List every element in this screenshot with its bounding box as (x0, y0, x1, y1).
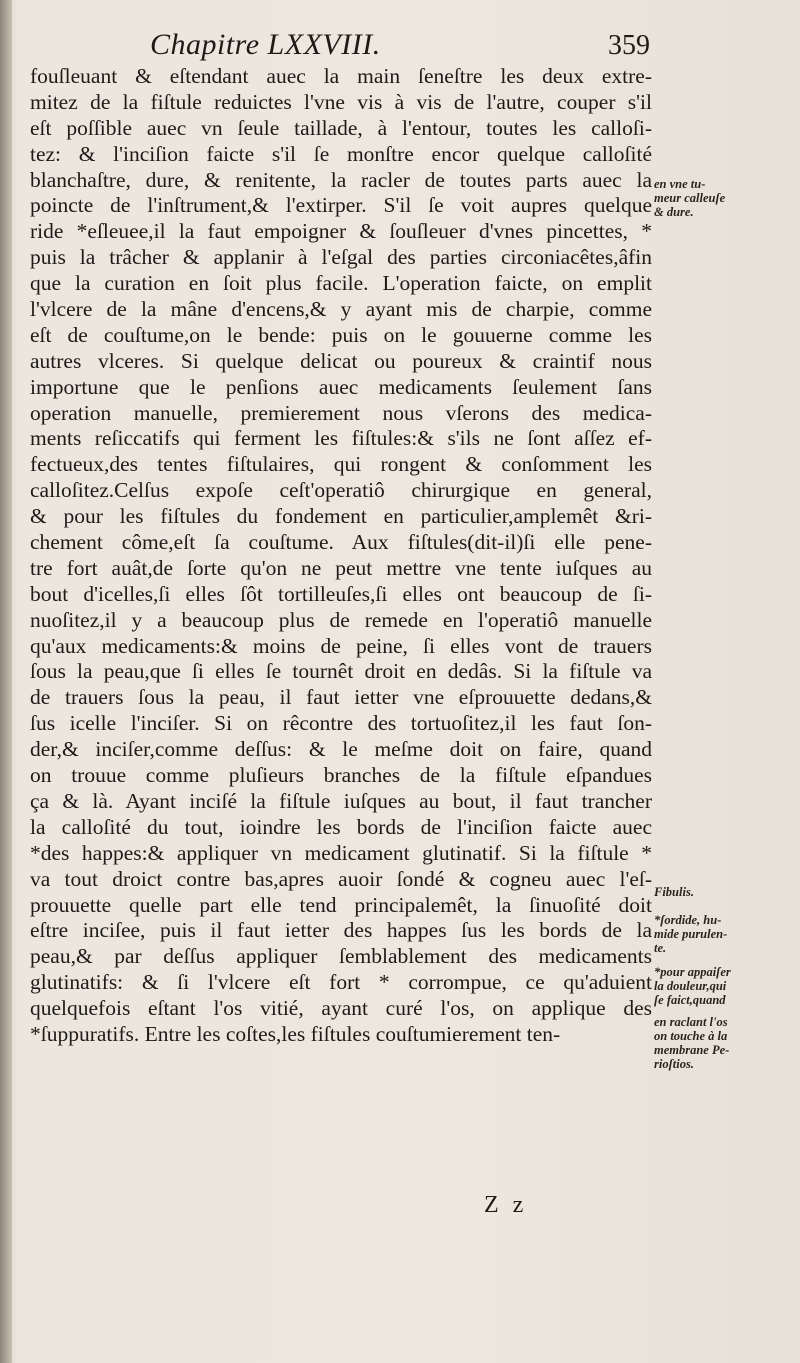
text-line: peau,& par deſſus appliquer ſemblablement des medicaments (30, 944, 652, 969)
text-line: ſus icelle l'inciſer. Si on rêcontre des tortuoſitez,il les faut ſon- (30, 711, 652, 736)
margin-note: *ſordide, hu- (654, 913, 722, 927)
margin-note: la douleur,qui (654, 979, 727, 993)
text-line: *ſuppuratifs. Entre les coſtes,les fiſtules couſtumierement ten- (30, 1021, 561, 1046)
text-line: poincte de l'inſtrument,& l'extirper. S'il ſe voit aupres quelque (30, 193, 652, 218)
margin-note: meur calleuſe (654, 191, 726, 205)
margin-note: membrane Pe- (654, 1043, 730, 1057)
text-line: bout d'icelles,ſi elles ſôt tortilleuſes,ſi elles ont beaucoup de ſi- (30, 581, 652, 606)
running-title: Chapitre LXXVIII. (150, 28, 381, 61)
text-line: nuoſitez,il y a beaucoup plus de remede en l'operatiô manuelle (30, 607, 652, 632)
text-line: chement côme,eſt ſa couſtume. Aux fiſtules(dit-il)ſi elle pene- (30, 530, 652, 555)
margin-note: ſe faict,quand (654, 993, 726, 1007)
text-line: fouſleuant & eſtendant auec la main ſeneſtre les deux extre- (30, 64, 652, 88)
text-line: ride *eſleuee,il la faut empoigner & ſouſleuer d'vnes pincettes, * (30, 219, 652, 244)
text-line: que la curation en ſoit plus facile. L'operation faicte, on emplit (30, 271, 652, 296)
text-line: de trauers ſous la peau, il faut ietter vne eſprouuette dedans,& (30, 685, 652, 710)
margin-note: mide purulen- (654, 927, 728, 941)
text-line: qu'aux medicaments:& moins de peine, ſi elles vont de trauers (30, 633, 652, 658)
page-header (150, 28, 650, 68)
text-line: fectueux,des tentes fiſtulaires, qui rongent & conſomment les (30, 452, 652, 477)
text-line: ments reſiccatifs qui ferment les fiſtules:& s'ils ne ſont aſſez ef- (30, 426, 652, 451)
text-line: eſt poſſible auec vn ſeule taillade, à l'entour, toutes les calloſi- (30, 115, 652, 140)
main-text-block (30, 64, 652, 1048)
signature-mark: Z z (484, 1192, 528, 1218)
text-line: prouuette quelle part elle tend principalemêt, la ſinuoſité doit (30, 892, 652, 917)
text-line: va tout droict contre bas,apres auoir ſondé & cogneu auec l'eſ- (30, 866, 652, 891)
page-number: 359 (608, 30, 650, 61)
text-line: tre fort auât,de ſorte qu'on ne peut mettre vne tente iuſques au (30, 555, 652, 580)
text-line: operation manuelle, premierement nous vſerons des medica- (30, 400, 652, 425)
text-line: ſous la peau,que ſi elles ſe tournêt droit en dedâs. Si la fiſtule va (30, 659, 652, 684)
margin-note: on touche à la (654, 1029, 728, 1043)
margin-note: Fibulis. (654, 885, 694, 899)
margin-note: en raclant l'os (654, 1015, 728, 1029)
text-line: l'vlcere de la mâne d'encens,& y ayant mis de charpie, comme (30, 297, 652, 322)
margin-note: *pour appaiſer (654, 965, 731, 979)
margin-note: te. (654, 941, 667, 955)
text-line: glutinatifs: & ſi l'vlcere eſt fort * corrompue, ce qu'aduient (30, 970, 652, 995)
binding-gutter (0, 0, 12, 1363)
text-line: on trouue comme pluſieurs branches de la fiſtule eſpandues (30, 763, 652, 788)
text-line: eſtre inciſee, puis il faut ietter des happes ſus les bords de la (30, 918, 652, 943)
text-line: *des happes:& appliquer vn medicament glutinatif. Si la fiſtule * (30, 840, 652, 865)
text-line: puis la trâcher & applanir à l'eſgal des parties circoniacêtes,âfin (30, 245, 652, 270)
text-line: calloſitez.Celſus expoſe ceſt'operatiô chirurgique en general, (30, 478, 652, 503)
text-line: blanchaſtre, dure, & renitente, la racler de toutes parts auec la (30, 167, 652, 192)
text-line: ça & là. Ayant inciſé la fiſtule iuſques au bout, il faut trancher (30, 788, 652, 813)
text-line: la calloſité du tout, ioindre les bords de l'inciſion faicte auec (30, 814, 652, 839)
margin-note: rioſtios. (654, 1057, 694, 1071)
text-line: quelquefois eſtant l'os vitié, ayant curé l'os, on applique des (30, 996, 652, 1021)
margin-note: en vne tu- (654, 177, 706, 191)
margin-note: & dure. (654, 205, 694, 219)
text-line: & pour les fiſtules du fondement en particulier,amplemêt &ri- (30, 504, 652, 529)
text-line: mitez de la fiſtule reduictes l'vne vis à vis de l'autre, couper s'il (30, 89, 652, 114)
text-line: eſt de couſtume,on le bende: puis on le gouuerne comme les (30, 322, 652, 347)
text-line: tez: & l'inciſion faicte s'il ſe monſtre encor quelque calloſité (30, 141, 652, 166)
text-line: der,& inciſer,comme deſſus: & le meſme doit on faire, quand (30, 737, 652, 762)
text-line: importune que le penſions auec medicaments ſeulement ſans (30, 374, 652, 399)
text-line: autres vlceres. Si quelque delicat ou poureux & craintif nous (30, 348, 652, 373)
